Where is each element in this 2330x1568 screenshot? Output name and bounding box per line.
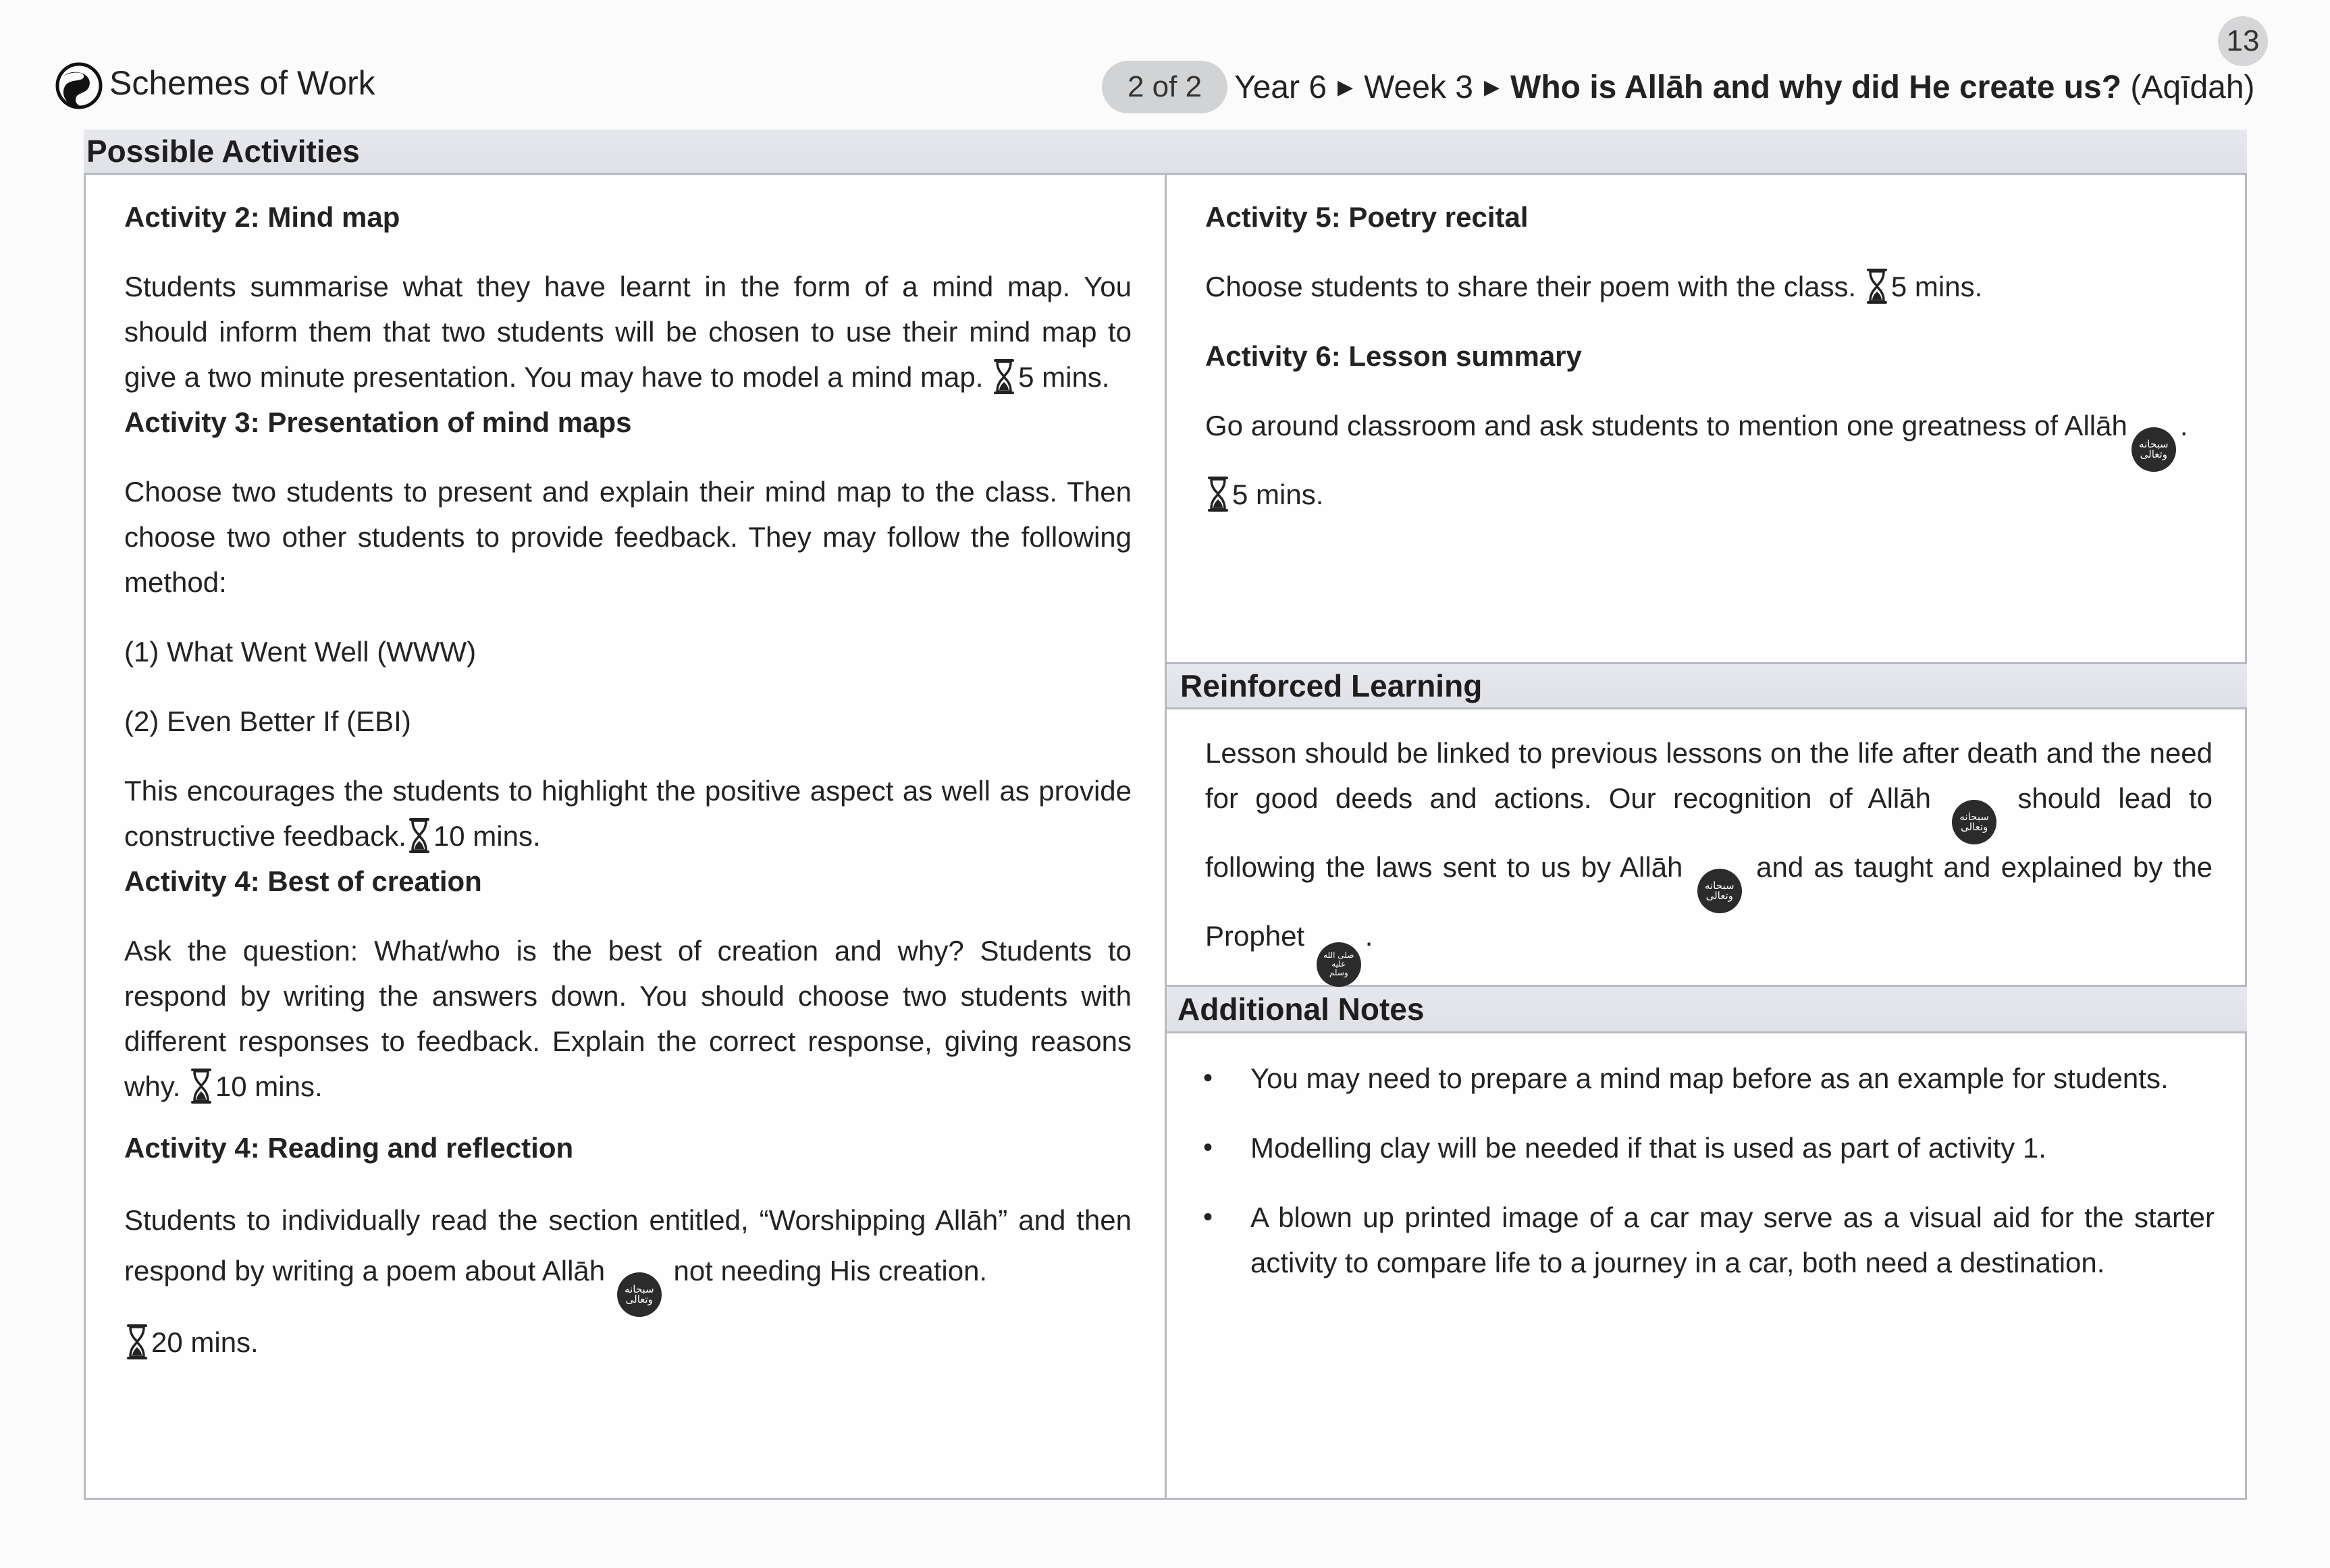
activity-2-time: 5 mins. (1018, 361, 1110, 393)
arabic-honorific-badge-icon: صلى الله عليه وسلم (1317, 942, 1361, 987)
breadcrumb-year: Year 6 (1234, 70, 1327, 105)
hourglass-icon (190, 1068, 213, 1104)
activity-4-body: Ask the question: What/who is the best of creation and why? Students to respond by writing the answers down. You should choose two students with different responses to feedback. Explain the correct response, giving reasons why. 10 mins. (124, 928, 1132, 1109)
lesson-title: Who is Allāh and why did He create us? (1510, 70, 2122, 105)
activity-3-title: Activity 3: Presentation of mind maps (124, 406, 632, 438)
breadcrumb-week: Week 3 (1364, 70, 1473, 105)
list-item: • You may need to prepare a mind map before as an example for students. (1203, 1056, 2215, 1101)
activity-5-body: Choose students to share their poem with the class. 5 mins. (1205, 264, 2213, 309)
left-column-content (124, 194, 1132, 1368)
activity-4b-title: Activity 4: Reading and reflection (124, 1132, 574, 1164)
possible-activities-header (84, 130, 2247, 173)
activity-4-title: Activity 4: Best of creation (124, 865, 482, 897)
hourglass-icon (992, 358, 1015, 395)
activity-3-item-ebi: (2) Even Better If (EBI) (124, 705, 411, 737)
activity-5-title: Activity 5: Poetry recital (1205, 201, 1529, 233)
activity-2-body: Students summarise what they have learnt in the form of a mind map. You should inform them that two students will be chosen to use their mind map to give a two minute presentation. You may have to model a mind map. 5 mins. (124, 264, 1132, 400)
hourglass-icon (1865, 268, 1888, 304)
activity-6-body: Go around classroom and ask students to mention one greatness of Allāh سبحانه وتعالى . 5 mins. (1205, 403, 2213, 517)
reinforced-learning-header (1167, 664, 2247, 707)
page-number: 13 (2218, 16, 2268, 66)
section-title: Reinforced Learning (1180, 668, 1483, 703)
activity-2-title: Activity 2: Mind map (124, 201, 400, 233)
activity-4-time: 10 mins. (215, 1071, 323, 1102)
activity-3-body: Choose two students to present and explain their mind map to the class. Then choose two other students to provide feedback. They may follow the following method: (124, 476, 1132, 598)
swirl-logo-icon (55, 62, 103, 109)
page-pill: 2 of 2 (1102, 61, 1227, 113)
arabic-honorific-badge-icon: سبحانه وتعالى (1697, 869, 1742, 913)
lesson-topic: (Aqīdah) (2130, 70, 2255, 105)
activity-3-item-www: (1) What Went Well (WWW) (124, 636, 477, 668)
right-column-content (1205, 194, 2213, 517)
brand-title: Schemes of Work (109, 64, 375, 102)
activity-3-body-2: This encourages the students to highlight the positive aspect as well as provide constructive feedback. 10 mins. (124, 768, 1132, 859)
activity-6-title: Activity 6: Lesson summary (1205, 340, 1582, 372)
arabic-honorific-badge-icon: سبحانه وتعالى (1952, 800, 1996, 844)
notes-list (1203, 1056, 2215, 1285)
list-item: • A blown up printed image of a car may serve as a visual aid for the starter activity to compare life to a journey in a car, both need a destination. (1203, 1195, 2215, 1285)
list-item: • Modelling clay will be needed if that is used as part of activity 1. (1203, 1125, 2215, 1170)
chevron-right-icon: ▶ (1338, 76, 1354, 99)
hourglass-icon (1207, 476, 1229, 512)
activity-6-time: 5 mins. (1232, 479, 1324, 510)
breadcrumb (1234, 69, 2255, 106)
reinforced-learning-body: Lesson should be linked to previous lessons on the life after death and the need for good deeds and actions. Our recognition of Allāh سبحانه وتعالى should lead to following the laws sent to us by Allāh سبحانه وتعالى and as taught and explained by the Prophet صلى الله عليه وسلم . (1205, 730, 2213, 987)
arabic-honorific-badge-icon: سبحانه وتعالى (617, 1272, 662, 1317)
chevron-right-icon: ▶ (1483, 76, 1500, 99)
activity-4b-body: Students to individually read the section entitled, “Worshipping Allāh” and then respond by writing a poem about Allāh سبحانه وتعالى not needing His creation. 20 mins. (124, 1195, 1132, 1368)
section-title: Additional Notes (1177, 992, 1425, 1027)
additional-notes-content (1203, 1056, 2215, 1309)
hourglass-icon (408, 817, 431, 854)
hourglass-icon (126, 1324, 149, 1360)
arabic-honorific-badge-icon: سبحانه وتعالى (2132, 427, 2176, 472)
reinforced-learning-content (1205, 730, 2213, 987)
activity-5-time: 5 mins. (1890, 271, 1983, 302)
section-title: Possible Activities (86, 134, 360, 169)
activity-3-time: 10 mins. (433, 820, 541, 852)
additional-notes-header (1167, 987, 2247, 1031)
activity-4b-time: 20 mins. (151, 1326, 259, 1358)
